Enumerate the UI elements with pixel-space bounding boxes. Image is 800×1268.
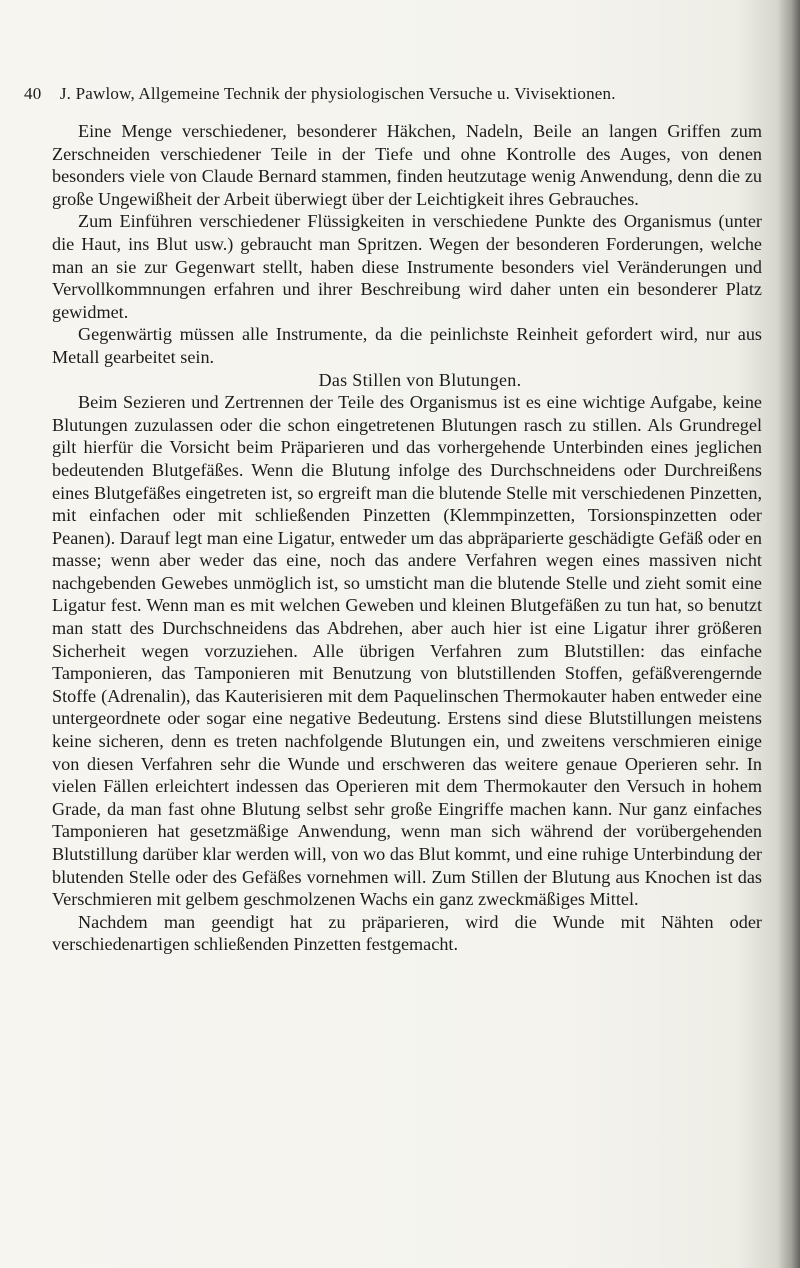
paragraph: Nachdem man geendigt hat zu präparieren, wird die Wunde mit Nähten oder verschiedenartigen schließenden Pinzetten festgemacht. [52,911,762,955]
page-edge-shadow [778,0,800,1268]
paragraph: Gegenwärtig müssen alle Instrumente, da die peinlichste Reinheit gefordert wird, nur aus Metall gearbeitet sein. [52,324,762,367]
paragraph: Eine Menge verschiedener, besonderer Häkchen, Nadeln, Beile an langen Griffen zum Zerschneiden verschiedener Teile in der Tiefe und ohne Kontrolle des Auges, von denen besonders viele von Claude Bernard stammen, finden heutzutage wenig Anwendung, denn die zu große Ungewißheit der Arbeit überwiegt über der Leichtigkeit ihres Gebrauches. [52,121,762,209]
running-header [24,84,764,104]
paragraph: Beim Sezieren und Zertrennen der Teile des Organismus ist es eine wichtige Aufgabe, keine Blutungen zuzulassen oder die schon eingetretenen Blutungen rasch zu stillen. Als Grundregel gilt hierfür die Vorsicht beim Präparieren und das vorhergehende Unterbinden eines jeglichen bedeutenden Blutgefäßes. Wenn die Blutung infolge des Durchschneidens oder Durchreißens eines Blutgefäßes eingetreten ist, so ergreift man die blutende Stelle mit verschiedenen Pinzetten, mit einfachen oder mit schließenden Pinzetten (Klemmpinzetten, Torsionspinzetten oder Peanen). Darauf legt man eine Ligatur, entweder um das abpräparierte geschädigte Gefäß oder en masse; wenn aber weder das eine, noch das andere Verfahren wegen eines massiven nicht nachgebenden Gewebes unmöglich ist, so umsticht man die blutende Stelle und zieht somit eine Ligatur fest. Wenn man es mit welchen Geweben und kleinen Blutgefäßen zu tun hat, so benutzt man statt des Durchschneidens das Abdrehen, aber auch hier ist eine Ligatur ihrer größeren Sicherheit wegen vorzuziehen. Alle übrigen Verfahren zum Blutstillen: das einfache Tamponieren, das Tamponieren mit Benutzung von blutstillenden Stoffen, gefäßverengernde Stoffe (Adrenalin), das Kauterisieren mit dem Paquelinschen Thermokauter haben entweder eine untergeordnete oder sogar eine negative Bedeutung. Erstens sind diese Blutstillungen meistens keine sicheren, denn es treten nachfolgende Blutungen ein, und zweitens verschmieren einige von diesen Verfahren sehr die Wunde und erschweren das weitere genaue Operieren sehr. In vielen Fällen erleichtert indessen das Operieren mit dem Thermokauter den Versuch in hohem Grade, da man fast ohne Blutung selbst sehr große Eingriffe machen kann. Nur ganz einfaches Tamponieren hat gesetzmäßige Anwendung, wenn man sich während der vorübergehenden Blutstillung darüber klar werden will, von wo das Blut kommt, und eine ruhige Unterbindung der blutenden Stelle oder des Gefäßes vornehmen will. Zum Stillen der Blutung aus Knochen ist das Verschmieren mit gelbem geschmolzenen Wachs ein ganz zweckmäßiges Mittel. [52,392,762,910]
page-number: 40 [24,84,42,103]
section-heading: Das Stillen von Blutungen. [318,369,522,390]
paragraph: Zum Einführen verschiedener Flüssigkeiten in verschiedene Punkte des Organismus (unter die Haut, ins Blut usw.) gebraucht man Spritzen. Wegen der besonderen Forderungen, welche man an sie zur Gegenwart stellt, haben diese Instrumente besonders viel Veränderungen und Vervollkommnungen erfahren und ihrer Beschreibung wird daher unten ein besonderer Platz gewidmet. [52,211,762,322]
running-title: J. Pawlow, Allgemeine Technik der physiologischen Versuche u. Vivisektionen. [59,84,616,103]
page-body [52,120,762,956]
